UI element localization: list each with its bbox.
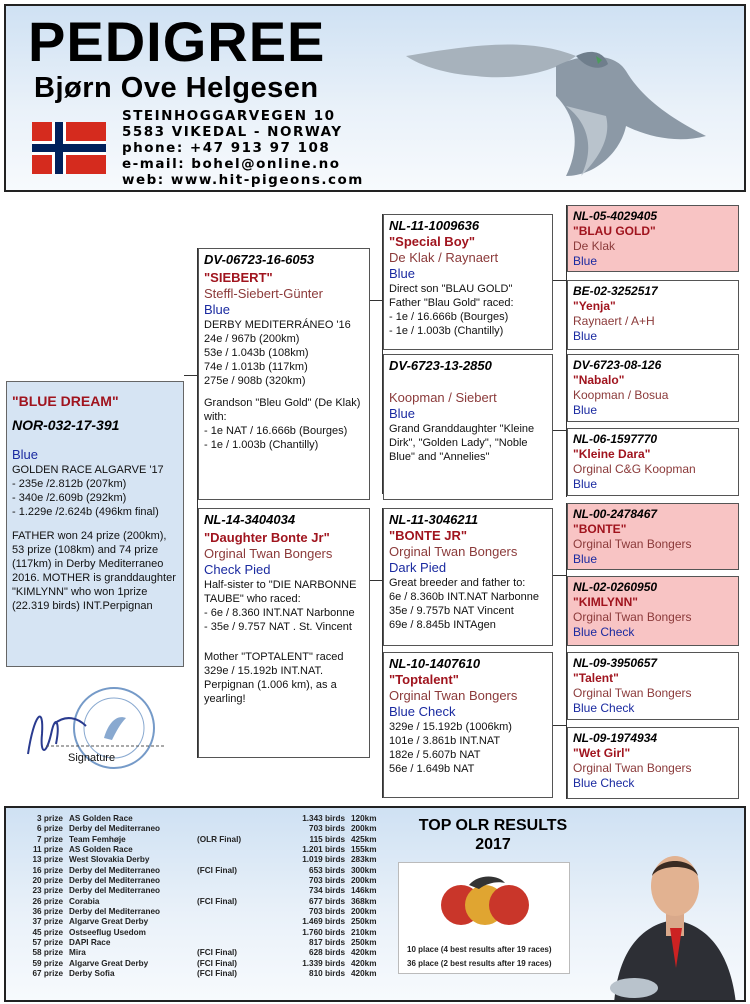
result-birds: 1.469 birds <box>302 917 345 927</box>
result-birds: 703 birds <box>309 824 345 834</box>
result-row <box>14 866 388 876</box>
mother-card <box>198 508 370 758</box>
result-place: 37 prize <box>32 917 63 927</box>
result-distance: 210km <box>351 927 377 937</box>
result-distance: 425km <box>351 834 377 844</box>
result-note <box>194 814 254 824</box>
ggp-name: "Kleine Dara" <box>573 447 651 461</box>
ggp-color: Blue <box>573 403 598 417</box>
result-note: (FCI Final) <box>197 948 238 958</box>
result-row <box>14 814 388 824</box>
result-distance: 420km <box>351 948 377 958</box>
result-race: Mira <box>69 948 86 958</box>
grandparent-line: 329e / 15.192b (1006km) <box>389 721 512 733</box>
page-title: PEDIGREE <box>28 10 326 73</box>
grandparent-line: - 1e / 1.003b (Chantilly) <box>389 325 504 337</box>
result-birds: 1.019 birds <box>302 855 345 865</box>
father-name: "SIEBERT" <box>204 270 273 285</box>
results-table <box>14 814 388 980</box>
mother-notes: Half-sister to "DIE NARBONNE TAUBE" who raced: <box>204 579 357 605</box>
grandparent-notes: Grand Granddaughter "Kleine Dirk", "Golden Lady", "Noble Blue" and "Annelies" <box>389 423 535 463</box>
mother-line: - 6e / 8.360 INT.NAT Narbonne <box>204 607 355 619</box>
result-distance: 146km <box>351 886 377 896</box>
result-place: 57 prize <box>32 938 63 948</box>
ggp-ring: BE-02-3252517 <box>573 284 658 298</box>
olr-result-line: 10 place (4 best results after 19 races) <box>407 945 552 954</box>
result-race: Derby del Mediterraneo <box>69 876 160 886</box>
subject-line: - 340e /2.609b (292km) <box>12 492 127 504</box>
ggp-breed: Orginal Twan Bongers <box>573 537 692 551</box>
result-distance: 120km <box>351 814 377 823</box>
result-place: 23 prize <box>32 886 63 896</box>
ggp-breed: Raynaert / A+H <box>573 314 655 328</box>
grandparent-line: 101e / 3.861b INT.NAT <box>389 735 501 747</box>
mother-name: "Daughter Bonte Jr" <box>204 530 330 545</box>
result-race: Derby del Mediterraneo <box>69 865 160 875</box>
result-distance: 283km <box>351 855 377 865</box>
result-race: AS Golden Race <box>69 845 133 855</box>
father-notes: Grandson "Bleu Gold" (De Klak) with: <box>204 397 361 423</box>
ggp-name: "Nabalo" <box>573 373 625 387</box>
grandparent-name <box>389 374 547 390</box>
result-distance: 300km <box>351 865 377 875</box>
result-race: Derby Sofia <box>69 969 115 979</box>
mother-ring: NL-14-3404034 <box>204 512 296 527</box>
result-note <box>194 855 254 865</box>
grandparent-color: Dark Pied <box>389 560 447 575</box>
grandparent-line: 182e / 5.607b NAT <box>389 749 481 761</box>
grandparent-card <box>383 354 553 500</box>
mother-breed: Orginal Twan Bongers <box>204 546 333 561</box>
result-place: 67 prize <box>32 969 63 979</box>
result-birds: 734 birds <box>309 886 345 896</box>
result-place: 36 prize <box>32 907 63 917</box>
grandparent-line: 6e / 8.360b INT.NAT Narbonne <box>389 591 540 603</box>
father-line: 275e / 908b (320km) <box>204 375 306 387</box>
result-note <box>194 928 254 938</box>
father-line: 74e / 1.013b (117km) <box>204 361 308 373</box>
result-birds: 703 birds <box>309 907 345 917</box>
result-distance: 368km <box>351 896 377 906</box>
results-panel <box>4 806 746 1002</box>
ggp-color: Blue <box>573 254 598 268</box>
result-place: 16 prize <box>32 865 63 875</box>
result-note <box>194 845 254 855</box>
grandparent-ring: DV-6723-13-2850 <box>389 358 492 373</box>
result-place: 59 prize <box>32 958 63 968</box>
olr-title: TOP OLR RESULTS 2017 <box>418 817 568 853</box>
ggp-ring: NL-05-4029405 <box>573 209 658 223</box>
ggp-ring: NL-09-3950657 <box>573 656 658 670</box>
result-row <box>14 938 388 948</box>
result-race: Ostseeflug Usedom <box>69 927 146 937</box>
ggp-color: Blue Check <box>573 701 635 715</box>
result-race: Derby del Mediterraneo <box>69 824 160 834</box>
grandparent-ring: NL-11-3046211 <box>389 512 479 527</box>
grandparent-line: - 1e / 16.666b (Bourges) <box>389 311 509 323</box>
grandparent-notes: Direct son "BLAU GOLD" <box>389 283 513 295</box>
great-grandparent-card <box>567 576 739 646</box>
result-row <box>14 855 388 865</box>
flying-pigeon-icon <box>406 26 726 186</box>
ggp-color: Blue Check <box>573 625 635 639</box>
mother-line: - 35e / 9.757 NAT . St. Vincent <box>204 621 352 633</box>
result-race: Team Femhøje <box>69 834 126 844</box>
grandparent-line: 69e / 8.845b INTAgen <box>389 619 496 631</box>
grandparent-line: 35e / 9.757b NAT Vincent <box>389 605 514 617</box>
result-place: 7 prize <box>37 834 63 844</box>
result-place: 45 prize <box>32 927 63 937</box>
email: e-mail: bohel@online.no <box>122 156 341 172</box>
great-grandparent-card <box>567 354 739 422</box>
result-note <box>194 886 254 896</box>
mother-color: Check Pied <box>204 562 271 577</box>
ggp-ring: NL-02-0260950 <box>573 580 658 594</box>
result-note <box>194 824 254 834</box>
grandparent-name: "Toptalent" <box>389 672 459 687</box>
result-place: 26 prize <box>32 896 63 906</box>
result-row <box>14 835 388 845</box>
result-race: AS Golden Race <box>69 814 133 823</box>
grandparent-line: Father "Blau Gold" raced: <box>389 297 514 309</box>
result-note: (OLR Final) <box>197 834 242 844</box>
address-street: STEINHOGGARVEGEN 10 <box>122 108 336 124</box>
result-note <box>194 938 254 948</box>
subject-color: Blue <box>12 447 39 462</box>
grandparent-color: Blue Check <box>389 704 456 719</box>
ggp-breed: Koopman / Bosua <box>573 388 669 402</box>
ggp-color: Blue Check <box>573 776 635 790</box>
result-birds: 810 birds <box>309 969 345 979</box>
grandparent-name: "Special Boy" <box>389 234 476 249</box>
father-line: 53e / 1.043b (108km) <box>204 347 309 359</box>
result-place: 13 prize <box>32 855 63 865</box>
result-row <box>14 959 388 969</box>
breeder-name: Bjørn Ove Helgesen <box>34 72 319 104</box>
result-race: DAPI Race <box>69 938 111 948</box>
result-race: Derby del Mediterraneo <box>69 907 160 917</box>
great-grandparent-card <box>567 727 739 799</box>
result-race: Corabia <box>69 896 100 906</box>
grandparent-card <box>383 652 553 798</box>
ggp-name: "KIMLYNN" <box>573 595 638 609</box>
result-distance: 200km <box>351 824 377 834</box>
result-birds: 703 birds <box>309 876 345 886</box>
subject-notes: FATHER won 24 prize (200km), 53 prize (108km) and 74 prize (117km) in Derby Mediterraneo 2016. MOTHER is granddaughter "KIMLYNN" who won 1prize (22.319 birds) INT.Perpignan <box>12 530 176 612</box>
ggp-breed: Orginal Twan Bongers <box>573 761 692 775</box>
subject-ring: NOR-032-17-391 <box>12 417 120 433</box>
father-note-line: - 1e / 1.003b (Chantilly) <box>204 439 319 451</box>
result-race: Algarve Great Derby <box>69 917 149 927</box>
grandparent-name: "BONTE JR" <box>389 528 468 543</box>
result-distance: 420km <box>351 958 377 968</box>
result-place: 58 prize <box>32 948 63 958</box>
result-race: Derby del Mediterraneo <box>69 886 160 896</box>
grandparent-ring: NL-11-1009636 <box>389 218 480 233</box>
result-note: (FCI Final) <box>197 896 238 906</box>
great-grandparent-card <box>567 205 739 272</box>
grandparent-card <box>383 214 553 350</box>
father-note-line: - 1e NAT / 16.666b (Bourges) <box>204 425 348 437</box>
result-row <box>14 897 388 907</box>
ggp-name: "Wet Girl" <box>573 746 631 760</box>
great-grandparent-card <box>567 428 739 496</box>
grandparent-breed: De Klak / Raynaert <box>389 250 499 265</box>
result-place: 6 prize <box>37 824 63 834</box>
norway-flag-icon <box>32 122 106 174</box>
result-note: (FCI Final) <box>197 865 238 875</box>
great-grandparent-card <box>567 652 739 720</box>
grandparent-notes: Great breeder and father to: <box>389 577 526 589</box>
website-link[interactable]: web: www.hit-pigeons.com <box>122 172 364 188</box>
result-note: (FCI Final) <box>197 958 238 968</box>
grandparent-ring: NL-10-1407610 <box>389 656 481 671</box>
result-row <box>14 948 388 958</box>
result-note: (FCI Final) <box>197 969 238 979</box>
great-grandparent-card <box>567 503 739 570</box>
result-row <box>14 907 388 917</box>
result-birds: 817 birds <box>309 938 345 948</box>
phone: phone: +47 913 97 108 <box>122 140 331 156</box>
result-birds: 1.760 birds <box>302 927 345 937</box>
grandparent-line: 56e / 1.649b NAT <box>389 763 475 775</box>
subject-line: GOLDEN RACE ALGARVE '17 <box>12 464 164 476</box>
result-birds: 115 birds <box>309 834 345 844</box>
result-birds: 628 birds <box>309 948 345 958</box>
result-birds: 1.343 birds <box>302 814 345 823</box>
subject-line: - 235e /2.812b (207km) <box>12 478 127 490</box>
result-distance: 250km <box>351 938 377 948</box>
result-distance: 200km <box>351 907 377 917</box>
grandparent-color: Blue <box>389 266 416 281</box>
ggp-breed: Orginal C&G Koopman <box>573 462 696 476</box>
mother-notes-2: Mother "TOPTALENT" raced 329e / 15.192b INT.NAT. Perpignan (1.006 km), as a yearling! <box>204 651 344 705</box>
result-place: 3 prize <box>37 814 63 823</box>
ggp-color: Blue <box>573 552 598 566</box>
result-race: West Slovakia Derby <box>69 855 150 865</box>
result-birds: 1.339 birds <box>302 958 345 968</box>
result-distance: 250km <box>351 917 377 927</box>
father-breed: Steffl-Siebert-Günter <box>204 286 323 301</box>
ggp-breed: Orginal Twan Bongers <box>573 686 692 700</box>
ggp-breed: De Klak <box>573 239 616 253</box>
grandparent-card <box>383 508 553 646</box>
result-note <box>194 917 254 927</box>
ggp-name: "BONTE" <box>573 522 627 536</box>
address-city: 5583 VIKEDAL - NORWAY <box>122 124 343 140</box>
father-card <box>198 248 370 500</box>
result-place: 20 prize <box>32 876 63 886</box>
result-race: Algarve Great Derby <box>69 958 149 968</box>
result-note <box>194 876 254 886</box>
result-birds: 653 birds <box>309 865 345 875</box>
breeder-portrait-icon <box>604 828 744 1002</box>
result-row <box>14 845 388 855</box>
ggp-name: "Talent" <box>573 671 619 685</box>
ggp-name: "BLAU GOLD" <box>573 224 656 238</box>
grandparent-breed: Koopman / Siebert <box>389 390 497 405</box>
header-banner <box>4 4 746 192</box>
ggp-ring: DV-6723-08-126 <box>573 358 662 372</box>
signature-label: Signature <box>68 752 116 764</box>
father-ring: DV-06723-16-6053 <box>204 252 315 267</box>
result-row <box>14 824 388 834</box>
ggp-breed: Orginal Twan Bongers <box>573 610 692 624</box>
grandparent-breed: Orginal Twan Bongers <box>389 688 518 703</box>
result-row <box>14 917 388 927</box>
ggp-ring: NL-09-1974934 <box>573 731 658 745</box>
result-place: 11 prize <box>32 845 63 855</box>
olr-result-line: 36 place (2 best results after 19 races) <box>407 959 552 968</box>
father-line: DERBY MEDITERRÁNEO '16 <box>204 319 351 331</box>
ggp-color: Blue <box>573 477 598 491</box>
ggp-name: "Yenja" <box>573 299 616 313</box>
subject-name: "BLUE DREAM" <box>12 393 119 409</box>
father-color: Blue <box>204 302 231 317</box>
ggp-ring: NL-00-2478467 <box>573 507 658 521</box>
great-grandparent-card <box>567 280 739 350</box>
subject-pigeon-card <box>6 381 184 667</box>
ggp-color: Blue <box>573 329 598 343</box>
fci-logo-icon <box>439 871 531 931</box>
result-row <box>14 876 388 886</box>
grandparent-color: Blue <box>389 406 416 421</box>
ggp-ring: NL-06-1597770 <box>573 432 658 446</box>
result-birds: 677 birds <box>309 896 345 906</box>
olr-results-card <box>398 862 570 974</box>
result-row <box>14 886 388 896</box>
result-birds: 1.201 birds <box>302 845 345 855</box>
grandparent-breed: Orginal Twan Bongers <box>389 544 518 559</box>
result-distance: 200km <box>351 876 377 886</box>
result-distance: 420km <box>351 969 377 979</box>
result-note <box>194 907 254 917</box>
result-row <box>14 969 388 979</box>
subject-line: - 1.229e /2.624b (496km final) <box>12 506 159 518</box>
result-row <box>14 928 388 938</box>
result-distance: 155km <box>351 845 377 855</box>
father-line: 24e / 967b (200km) <box>204 333 300 345</box>
